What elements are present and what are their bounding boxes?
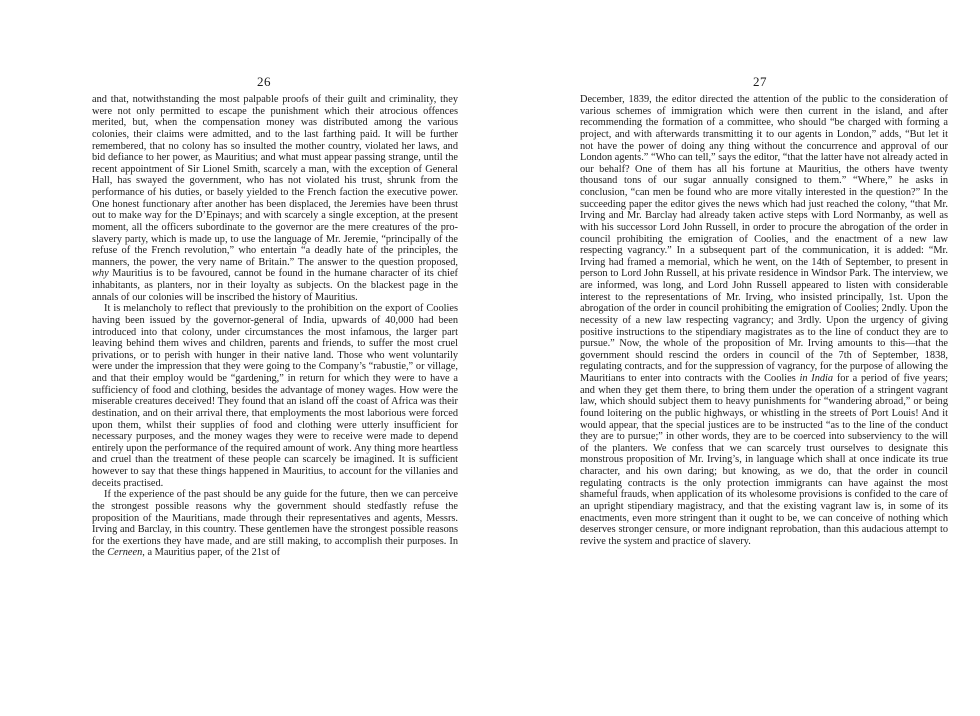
text-run: It is melancholy to reflect that previously to the prohibition on the export of Coolies having been issued by the governor-general of India, upwards of 40,000 had been introduced into that colony, under circumstances the most infamous, the larger part leaving behind them wives and children, parents and friends, to suffer the most cruel privations, or to perish with hunger in their native land. Those who went voluntarily were under the impression that they were going to the Company’s “rabustie,” or village, and that their employ would be “gardening,” in return for which they were to have a sufficiency of food and clothing, besides the advantage of money wages. How were the miserable creatures deceived! They found that an island off the coast of Africa was their destination, and on their arrival there, that employments the most laborious were forced upon them, whilst their supplies of food and clothing were utterly insufficient for necessary purposes, and the money wages they were to receive were made to depend entirely upon the performance of the required amount of work. Any thing more heartless and cruel than the treatment of these people can scarcely be imagined. It is sufficient however to say that these things happened in Mauritius, to account for the villanies and deceits practised. [92, 303, 458, 489]
paragraph [92, 303, 458, 489]
page-number: 27 [753, 74, 767, 89]
text-run: and that, notwithstanding the most palpable proofs of their guilt and criminality, they were not only permitted to escape the punishment which their atrocious offences merited, but, when the compensation money was distributed among the various colonies, their claims were admitted, and to the last farthing paid. It will be further remembered, that no colony has so insulted the mother country, violated her laws, and bid defiance to her power, as Mauritius; and what must appear passing strange, until the recent appointment of Sir Lionel Smith, scarcely a man, with the exception of General Hall, has swayed the government, who has not violated his trust, shrunk from the performance of his duties, or basely yielded to the French faction the executive power. One honest functionary after another has been displaced, the Jeremies have been thrust out to make way for the D’Epinays; and with scarcely a single exception, at the present moment, all the officers subordinate to the governor are the mere creatures of the pro-slavery party, which is made up, to use the language of Mr. Jeremie, “principally of the refuse of the French revolution,” who entertain “a deadly hate of the principles, the manners, the power, the very name of Britain.” The answer to the question proposed, [92, 94, 458, 268]
page-number: 26 [257, 74, 271, 89]
italic-text: Cerneen [107, 547, 143, 559]
text-run: Mauritius is to be favoured, cannot be found in the humane character of its chief inhabitants, as planters, nor in their loyalty as subjects. On the blackest page in the annals of our colonies will be inscribed the history of Mauritius. [92, 268, 458, 303]
paragraph [92, 94, 458, 303]
text-run: December, 1839, the editor directed the attention of the public to the consideration of various schemes of immigration which were then current in the island, and after recommending the formation of a committee, who should “be charged with forming a project, and with afterwards transmitting it to our agents in London,” adds, “But let it not have the power of doing any thing without the concurrence and approval of our London agents.” “Who can tell,” says the editor, “that the latter have not already acted in our behalf? One of them has all his fortune at Mauritius, the others have twenty thousand tons of our sugar annually consigned to them.” “Where,” he asks in conclusion, “can men be found who are more vitally interested in the question?” In the succeeding paper the editor gives the news which had just reached the colony, “that Mr. Irving and Mr. Barclay had already taken active steps with Lord Normanby, as well as with his successor Lord John Russell, in order to procure the abrogation of the order in council prohibiting the emigration of Coolies, and the enactment of a new law respecting vagrancy.” In a subsequent part of the communication, it is added: “Mr. Irving had framed a memorial, which he went, on the 14th of September, to present in person to Lord John Russell, at his private residence in Windsor Park. The interview, we are informed, was long, and Lord John Russell appeared to listen with considerable interest to the representations of Mr. Irving, who insisted principally, 1st. Upon the abrogation of the order in council prohibiting the emigration of Coolies; 2ndly. Upon the necessity of a new law respecting vagrancy; and 3rdly. Upon the urgency of giving positive instructions to the stipendiary magistrates as to the line of conduct they are to pursue.” Now, the whole of the proposition of Mr. Irving amounts to this—that the government should rescind the orders in council of the 7th of September, 1838, regulating contracts, and for the suppression of vagrancy, for the purpose of allowing the Mauritians to enter into contracts with the Coolies [580, 94, 948, 384]
right-page [490, 0, 980, 716]
italic-text: in India [799, 373, 834, 384]
paragraph [92, 489, 458, 559]
page-text [580, 94, 948, 547]
paragraph [580, 94, 948, 547]
text-run: , a Mauritius paper, of the 21st of [142, 547, 281, 559]
page-text [92, 94, 458, 559]
italic-text: why [92, 268, 109, 280]
text-run: for a period of five years; and when they get them there, to bring them under the operation of a stringent vagrant law, which should subject them to heavy punishments for “wandering abroad,” or being found loitering on the public highways, or whistling in the streets of Port Louis! And it would appear, that the special justices are to be instructed “as to the line of the conduct they are to pursue;” in other words, they are to be coerced into subserviency to the will of the planters. We confess that we can scarcely trust ourselves to designate this monstrous proposition of Mr. Irving’s, in language which shall at once indicate its true character, and his own daring; but knowing, as we do, that the order in council regulating contracts is the only protection immigrants can have against the most shameful frauds, when application of its wholesome provisions is confided to the care of an upright stipendiary magistracy, and that the existing vagrant law is, in some of its enactments, even more stringent than it ought to be, we can conceive of nothing which deserves stronger censure, or more indignant reprobation, than this audacious attempt to revive the system and practice of slavery. [580, 373, 948, 547]
text-run: If the experience of the past should be any guide for the future, then we can perceive the strongest possible reasons why the government should stedfastly refuse the proposition of the Mauritians, made through their representatives and agents, Messrs. Irving and Barclay, in this country. These gentlemen have the strongest possible reasons for the exertions they have made, and are still making, to accomplish their purposes. In the [92, 489, 458, 559]
